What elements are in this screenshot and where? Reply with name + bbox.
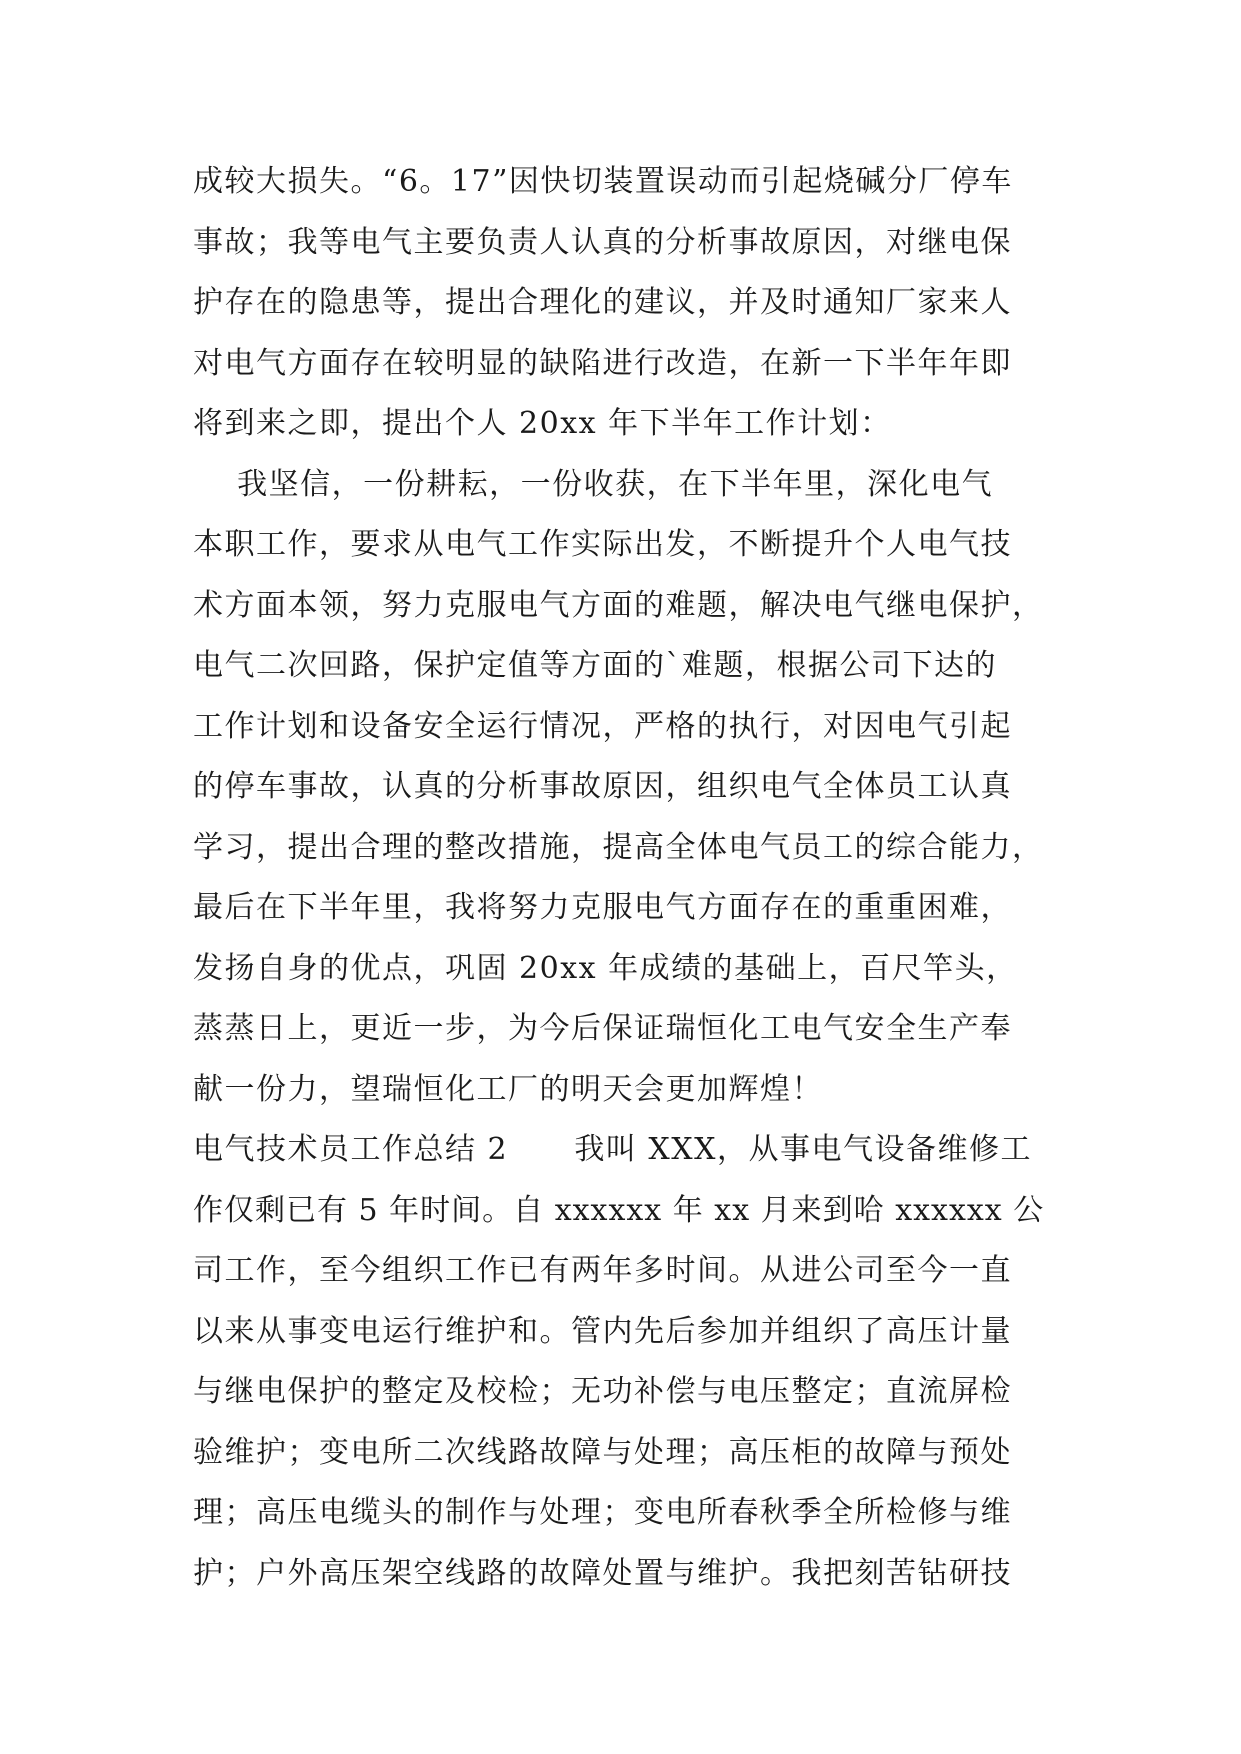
text-line: 与继电保护的整定及校检；无功补偿与电压整定；直流屏检 bbox=[193, 1374, 1012, 1409]
text-line: 将到来之即，提出个人 20xx 年下半年工作计划： bbox=[193, 406, 892, 441]
text-line: 的停车事故，认真的分析事故原因，组织电气全体员工认真 bbox=[193, 769, 1012, 804]
text-line: 事故；我等电气主要负责人认真的分析事故原因，对继电保 bbox=[193, 224, 1012, 260]
text-line: 发扬自身的优点，巩固 20xx 年成绩的基础上，百尺竿头， bbox=[193, 950, 1018, 986]
section-heading-line: 电气技术员工作总结 2 我叫 XXX，从事电气设备维修工 bbox=[193, 1132, 1032, 1167]
text-line: 司工作，至今组织工作已有两年多时间。从进公司至今一直 bbox=[193, 1253, 1012, 1288]
text-line: 本职工作，要求从电气工作实际出发，不断提升个人电气技 bbox=[193, 527, 1012, 562]
text-line: 学习，提出合理的整改措施，提高全体电气员工的综合能力， bbox=[193, 829, 1044, 865]
text-line: 电气二次回路，保护定值等方面的`难题，根据公司下达的 bbox=[193, 648, 997, 683]
text-line: 成较大损失。“6。17”因快切装置误动而引起烧碱分厂停车 bbox=[193, 164, 1013, 199]
text-line: 对电气方面存在较明显的缺陷进行改造，在新一下半年年即 bbox=[193, 345, 1012, 381]
text-line: 最后在下半年里，我将努力克服电气方面存在的重重困难， bbox=[193, 890, 1012, 925]
text-line: 以来从事变电运行维护和。管内先后参加并组织了高压计量 bbox=[193, 1313, 1012, 1349]
text-line: 验维护；变电所二次线路故障与处理；高压柜的故障与预处 bbox=[193, 1434, 1012, 1470]
text-line: 献一份力，望瑞恒化工厂的明天会更加辉煌！ bbox=[193, 1071, 823, 1107]
text-line: 作仅剩已有 5 年时间。自 xxxxxx 年 xx 月来到哈 xxxxxx 公 bbox=[193, 1192, 1045, 1228]
text-line: 理；高压电缆头的制作与处理；变电所春秋季全所检修与维 bbox=[193, 1495, 1012, 1530]
text-line: 术方面本领，努力克服电气方面的难题，解决电气继电保护， bbox=[193, 587, 1044, 623]
text-line: 护存在的隐患等，提出合理化的建议，并及时通知厂家来人 bbox=[193, 285, 1012, 320]
text-line: 蒸蒸日上，更近一步，为今后保证瑞恒化工电气安全生产奉 bbox=[193, 1011, 1012, 1046]
text-line: 护；户外高压架空线路的故障处置与维护。我把刻苦钻研技 bbox=[193, 1555, 1012, 1591]
paragraph-start-line: 我坚信，一份耕耘，一份收获，在下半年里，深化电气 bbox=[193, 466, 994, 502]
document-body bbox=[193, 152, 1053, 1604]
text-line: 工作计划和设备安全运行情况，严格的执行，对因电气引起 bbox=[193, 708, 1012, 744]
